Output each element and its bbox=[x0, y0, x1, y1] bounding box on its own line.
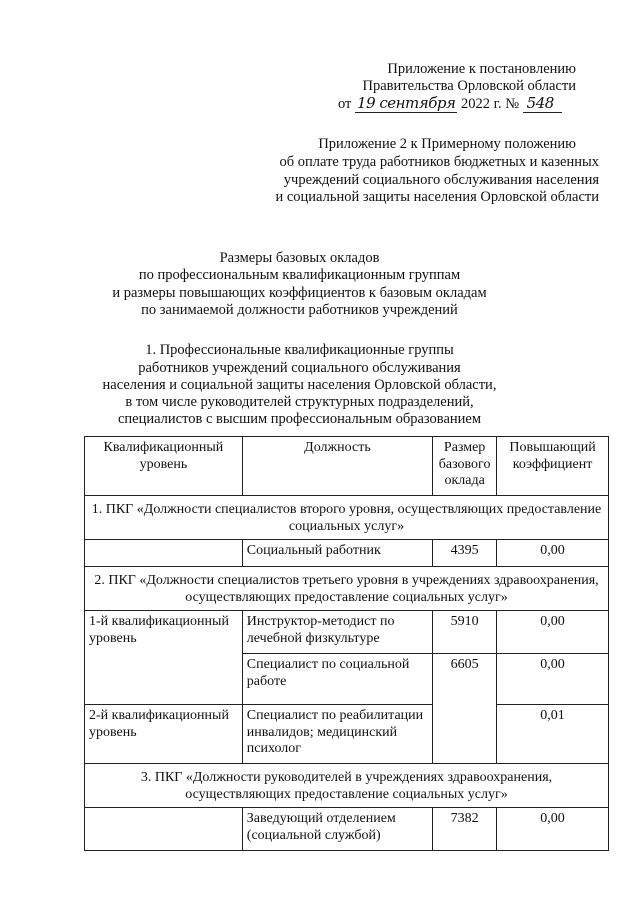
cell-coef: 0,00 bbox=[497, 654, 609, 705]
header-salary: Размер базового оклада bbox=[433, 437, 497, 496]
appendix-line-1: Приложение 2 к Примерному положению bbox=[318, 136, 576, 152]
section1-line-2: работников учреждений социального обслуживания bbox=[138, 360, 461, 376]
salary-table bbox=[84, 436, 609, 851]
section1-line-5: специалистов с высшим профессиональным образованием bbox=[117, 411, 482, 427]
header-coef: Повышающий коэффициент bbox=[497, 437, 609, 496]
group-title-1: 1. ПКГ «Должности специалистов второго уровня, осуществляющих предоставление социальных услуг» bbox=[85, 496, 609, 540]
table-row bbox=[85, 540, 609, 567]
title-line-2: по профессиональным квалификационным группам bbox=[138, 267, 461, 283]
cell-level: 1-й квалификационный уровень bbox=[85, 611, 243, 705]
header-date-line bbox=[338, 95, 562, 113]
group-row bbox=[85, 567, 609, 611]
header-position: Должность bbox=[242, 437, 432, 496]
group-title-2: 2. ПКГ «Должности специалистов третьего уровня в учреждениях здравоохранения, осуществляющих предоставление социальных услуг» bbox=[85, 567, 609, 611]
cell-salary: 7382 bbox=[433, 808, 497, 851]
cell-position: Заведующий отделением (социальной службой) bbox=[242, 808, 432, 851]
group-row bbox=[85, 764, 609, 808]
cell-coef: 0,01 bbox=[497, 705, 609, 764]
section1-line-1: 1. Профессиональные квалификационные группы bbox=[145, 342, 454, 358]
table-row bbox=[85, 705, 609, 764]
header-line-1: Приложение к постановлению bbox=[387, 61, 576, 77]
cell-position: Инструктор-методист по лечебной физкультуре bbox=[242, 611, 432, 654]
title-line-3: и размеры повышающих коэффициентов к базовым окладам bbox=[112, 285, 487, 301]
group-row bbox=[85, 496, 609, 540]
section1-line-3: населения и социальной защиты населения Орловской области, bbox=[102, 377, 497, 393]
cell-position: Социальный работник bbox=[242, 540, 432, 567]
table-row bbox=[85, 611, 609, 654]
appendix-line-2: об оплате труда работников бюджетных и казенных bbox=[279, 154, 599, 170]
cell-coef: 0,00 bbox=[497, 611, 609, 654]
appendix-line-4: и социальной защиты населения Орловской области bbox=[275, 189, 599, 205]
cell-coef: 0,00 bbox=[497, 540, 609, 567]
cell-coef: 0,00 bbox=[497, 808, 609, 851]
cell-salary: 6605 bbox=[433, 654, 497, 764]
handwritten-number: 548 bbox=[523, 94, 562, 113]
header-line-2: Правительства Орловской области bbox=[362, 78, 576, 94]
cell-salary: 4395 bbox=[433, 540, 497, 567]
cell-position: Специалист по социальной работе bbox=[242, 654, 432, 705]
date-suffix: 2022 г. № bbox=[461, 96, 520, 112]
cell-level: 2-й квалификационный уровень bbox=[85, 705, 243, 764]
cell-position: Специалист по реабилитации инвалидов; медицинский психолог bbox=[242, 705, 432, 764]
cell-salary: 5910 bbox=[433, 611, 497, 654]
date-prefix: от bbox=[338, 96, 352, 112]
title-line-1: Размеры базовых окладов bbox=[219, 250, 380, 266]
appendix-line-3: учреждений социального обслуживания населения bbox=[283, 172, 599, 188]
handwritten-date: 19 сентября bbox=[357, 94, 456, 112]
cell-level bbox=[85, 808, 243, 851]
table-row bbox=[85, 808, 609, 851]
section1-line-4: в том числе руководителей структурных подразделений, bbox=[125, 394, 474, 410]
title-line-4: по занимаемой должности работников учреждений bbox=[141, 302, 458, 318]
group-title-3: 3. ПКГ «Должности руководителей в учреждениях здравоохранения, осуществляющих предоставление социальных услуг» bbox=[85, 764, 609, 808]
cell-level bbox=[85, 540, 243, 567]
header-level: Квалификационный уровень bbox=[85, 437, 243, 496]
table-header-row bbox=[85, 437, 609, 496]
